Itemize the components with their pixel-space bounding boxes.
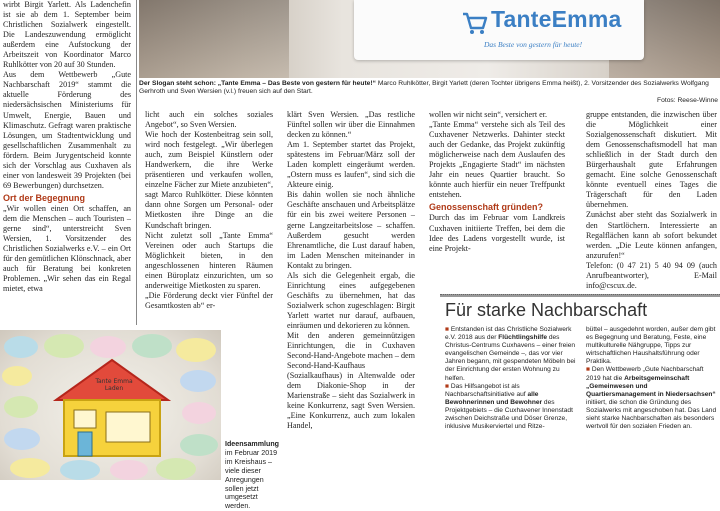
column-2-text: licht auch ein solches soziales Angebot“, so Sven Wersien. Wie hoch der Kostenbeitrag sein soll, wird noch festgelegt. „Wir überlegen auch, zum Beispiel Künstlern oder Handwerkern, die ihre Werke präsentieren und verkaufen wollen, einzelne Fächer zur Miete anzubieten“, sagt Marco Ruhlkötter. Diese könnten dann ohne Sorgen um Personal- oder Mietkosten ihre Dinge an die Kundschaft bringen. Nicht zuletzt soll „Tante Emma“ Vereinen oder auch Startups die Möglichkeit bieten, in den angeschlossenen hinteren Räumen einen Büroplatz einzurichten, um so anderweitige Mietkosten zu sparen. „Die Förderung deckt vier Fünftel der Gesamtkosten ab“ er- <box>145 110 273 310</box>
info-text: büttel – ausgedehnt worden, außer dem gibt es Begegnung und Beratung, Feste, eine multikulturelle Nähgruppe, Tipps zur wirtschaftlichen Haushaltsführung oder Praktika. <box>586 326 716 366</box>
ideas-caption-bold: Ideensammlung <box>225 440 280 448</box>
photo-credit: Fotos: Reese-Winne <box>657 97 718 104</box>
idea-bubble <box>182 402 216 424</box>
article-column-5 <box>586 110 717 291</box>
idea-bubble <box>156 458 196 480</box>
column-divider <box>136 0 137 325</box>
info-box-right <box>586 326 717 431</box>
info-bold: alle Bewohnerinnen und Bewohner <box>445 390 543 406</box>
idea-bubble <box>4 396 38 418</box>
info-text: des Projektgebiets – die Cuxhavener Innenstadt zwischen Deichstraße und Döser Grenze, inklusive Musikerviertel und Ritze- <box>445 398 573 431</box>
info-box-item <box>445 383 581 432</box>
column-1-text: wirbt Birgit Yarlett. Als Ladenchefin ist sie ab dem 1. September beim Christlichen Sozialwerk eingestellt. Die Landeszuwendung ermöglicht außerdem eine Aufstockung der Arbeitszeit von Koordinator Marco Ruhlkötter von 20 auf 30 Stunden. Aus dem Wettbewerb „Gute Nachbarschaft 2019“ stammt die aktuelle Förderung des niedersächsischen Ministeriums für Umwelt, Energie, Bauen und Klimaschutz. Gefragt waren praktische Lösungen, um Stadtentwicklung und gesellschaftlichen Zusammenhalt zu fördern. Beim Jurygentscheid konnte sich der Vorschlag aus Cuxhaven als einer von landesweit 39 Projekten (bei 69 Bewerbungen) durchsetzen. <box>3 0 131 190</box>
top-photo <box>139 0 720 78</box>
idea-bubble <box>4 428 40 450</box>
house-drawing-icon <box>48 356 176 458</box>
article-column-4 <box>429 110 565 254</box>
caption-text: Marco Ruhlkötter, Birgit Yarlett (deren Tochter übrigens Emma heißt), 2. Vorsitzender des Sozialwerks Wolfgang Gerhroth und Sven Wersien (v.l.) freuen sich auf den Start. <box>139 80 709 96</box>
poster-title: Tante Emma Laden <box>95 378 133 392</box>
column-3-text: klärt Sven Wersien. „Das restliche Fünftel sollen wir über die Einnahmen decken zu können.“ Am 1. September startet das Projekt, spätestens im Februar/März soll der Laden komplett eingeräumt werden. „Ostern muss es laufen“, sind sich die Akteure einig. Bis dahin wollen sie noch ähnliche Geschäfte anschauen und Arbeitsplätze für ein bis zwei weitere Personen – gerne Langzeitarbeitslose – schaffen. Außerdem gesucht werden Ehrenamtliche, die Lust darauf haben, im Laden Menschen miteinander in Kontakt zu bringen. Als sich die Gelegenheit ergab, die Einrichtung eines aufgegebenen Geschäfts zu übernehmen, hat das Sozialwerk schon zugeschlagen: Birgit Yarlett wartet nur darauf, aufbauen, einräumen und dekorieren zu können. Mit den anderen gemeinnützigen Einrichtungen, die in Cuxhaven Second-Hand-Angebote machen – dem Second-Hand-Kaufhaus (Sozialkaufhaus) in Altenwalde oder dem Diakonie-Shop in der Marienstraße – sieht das Sozialwerk in keine Konkurrenz, sagt Sven Wersien. „Eine Konkurrenz, auch zum lokalen Handel, <box>287 110 415 431</box>
bullet-icon: ■ <box>445 326 451 333</box>
info-text: initiiert, die schon die Gründung des Sozialwerks mit angeschoben hat. Das Land sieht starke Nachbarschaften als besonders wertvoll für den sozialen Frieden an. <box>586 398 717 431</box>
info-box-item <box>586 366 717 431</box>
info-box-item <box>586 326 717 366</box>
idea-bubble <box>44 334 84 358</box>
idea-bubble <box>180 370 216 392</box>
info-box-left <box>445 326 581 431</box>
article-column-2 <box>145 110 273 311</box>
info-text: des Christus-Centrums Cuxhavens – einer freien evangelischen Gemeinde –, das vor vier Jahren begann, mit gespendeten Möbeln bei der Einrichtung der ersten Wohnung zu helfen. <box>445 334 576 382</box>
column-4-text: wollen wir nicht sein“, versichert er. „Tante Emma“ verstehe sich als Teil des Cuxhavener Netzwerks. Dahinter steckt auch der Gedanke, das Projekt zukünftig möglicherweise nach dem Auslaufen des Projekts „Engagierte Stadt“ im nächsten Jahr ein neues Quartier braucht. So könnte auch hierfür ein neuer Treffpunkt entstehen. <box>429 110 565 200</box>
idea-bubble <box>180 434 218 456</box>
info-text: Den Wettbewerb „Gute Nachbarschaft 2019 hat die <box>586 366 704 382</box>
subheading-genossenschaft: Genossenschaft gründen? <box>429 202 544 213</box>
bullet-icon: ■ <box>445 382 451 390</box>
column-5-text: gruppe entstanden, die inzwischen über die Möglichkeit einer Sozialgenossenschaft diskutiert. Mit dem Genossenschaftsmodell hat man schließlich in der Stadt durch den Bürgerhaushalt gute Erfahrungen gemacht. Eine solche Genossenschaft könnte eventuell eines Tages die Trägerschaft für den Laden übernehmen. Zunächst aber steht das Sozialwerk in den Startlöchern. Interessierte an Regalflächen kann ab sofort bekundet werden. „Die Leute können anfangen, anzurufen!“ Telefon: (0 47 21) 5 40 94 09 (auch Anrufbeantworter), E-Mail info@cscux.de. <box>586 110 717 290</box>
top-photo-caption <box>139 80 720 97</box>
idea-bubble <box>132 334 172 358</box>
article-column-1 <box>3 0 131 330</box>
info-box-item <box>445 326 581 383</box>
info-bold: Arbeitsgemeinschaft „Gemeinwesen und Quartiersmanagement in Niedersachsen“ <box>586 374 716 398</box>
tante-emma-logo: TanteEmma <box>491 6 622 32</box>
idea-bubble <box>60 460 100 480</box>
info-box-title: Für starke Nachbarschaft <box>445 300 648 320</box>
idea-bubble <box>4 336 38 358</box>
logo-tagline: Das Beste von gestern für heute! <box>484 40 583 49</box>
idea-bubble <box>2 366 32 386</box>
column-4b-text: Durch das im Februar vom Landkreis Cuxhaven initiierte Treffen, bei dem die Idee des Ladens vorgestellt wurde, ist eine Projekt- <box>429 213 565 253</box>
info-box-top-rule <box>440 294 720 297</box>
idea-bubble <box>10 458 50 478</box>
idea-bubble <box>110 460 148 480</box>
article-column-3 <box>287 110 415 432</box>
person-left-arm <box>139 0 289 78</box>
info-bold: Flüchtlingshilfe <box>498 334 548 342</box>
idea-bubble <box>90 336 126 358</box>
bullet-icon: ■ <box>586 366 592 374</box>
caption-bold: Der Slogan steht schon: „Tante Emma – Das Beste von gestern für heute!“ <box>139 80 376 87</box>
info-text: Entstanden ist das Christliche Sozialwerk e.V. 2018 aus der <box>445 326 572 342</box>
shopping-cart-icon <box>461 10 489 36</box>
subheading-ort-der-begegnung: Ort der Begegnung <box>3 192 86 203</box>
ideas-photo-caption <box>225 440 283 511</box>
column-1b-text: „Wir wollen einen Ort schaffen, an dem die Menschen – auch Touristen – gerne sind“, unterstreicht Sven Wersien, 1. Vorsitzender des Christlichen Sozialwerks e.V. – ein Ort für den gemütlichen Klönschnack, aber auch für Beratung bei konkreten Problemen. „Wir sehen das ein Regal mietet, etwa <box>3 203 131 294</box>
ideas-caption-text: im Februar 2019 im Kreishaus – viele dieser Anregungen sollen jetzt umgesetzt werden. <box>225 448 278 511</box>
info-text: Das Hilfsangebot ist als Nachbarschaftsinitiative auf <box>445 382 528 398</box>
ideas-photo <box>0 330 221 480</box>
idea-bubble <box>176 338 216 362</box>
